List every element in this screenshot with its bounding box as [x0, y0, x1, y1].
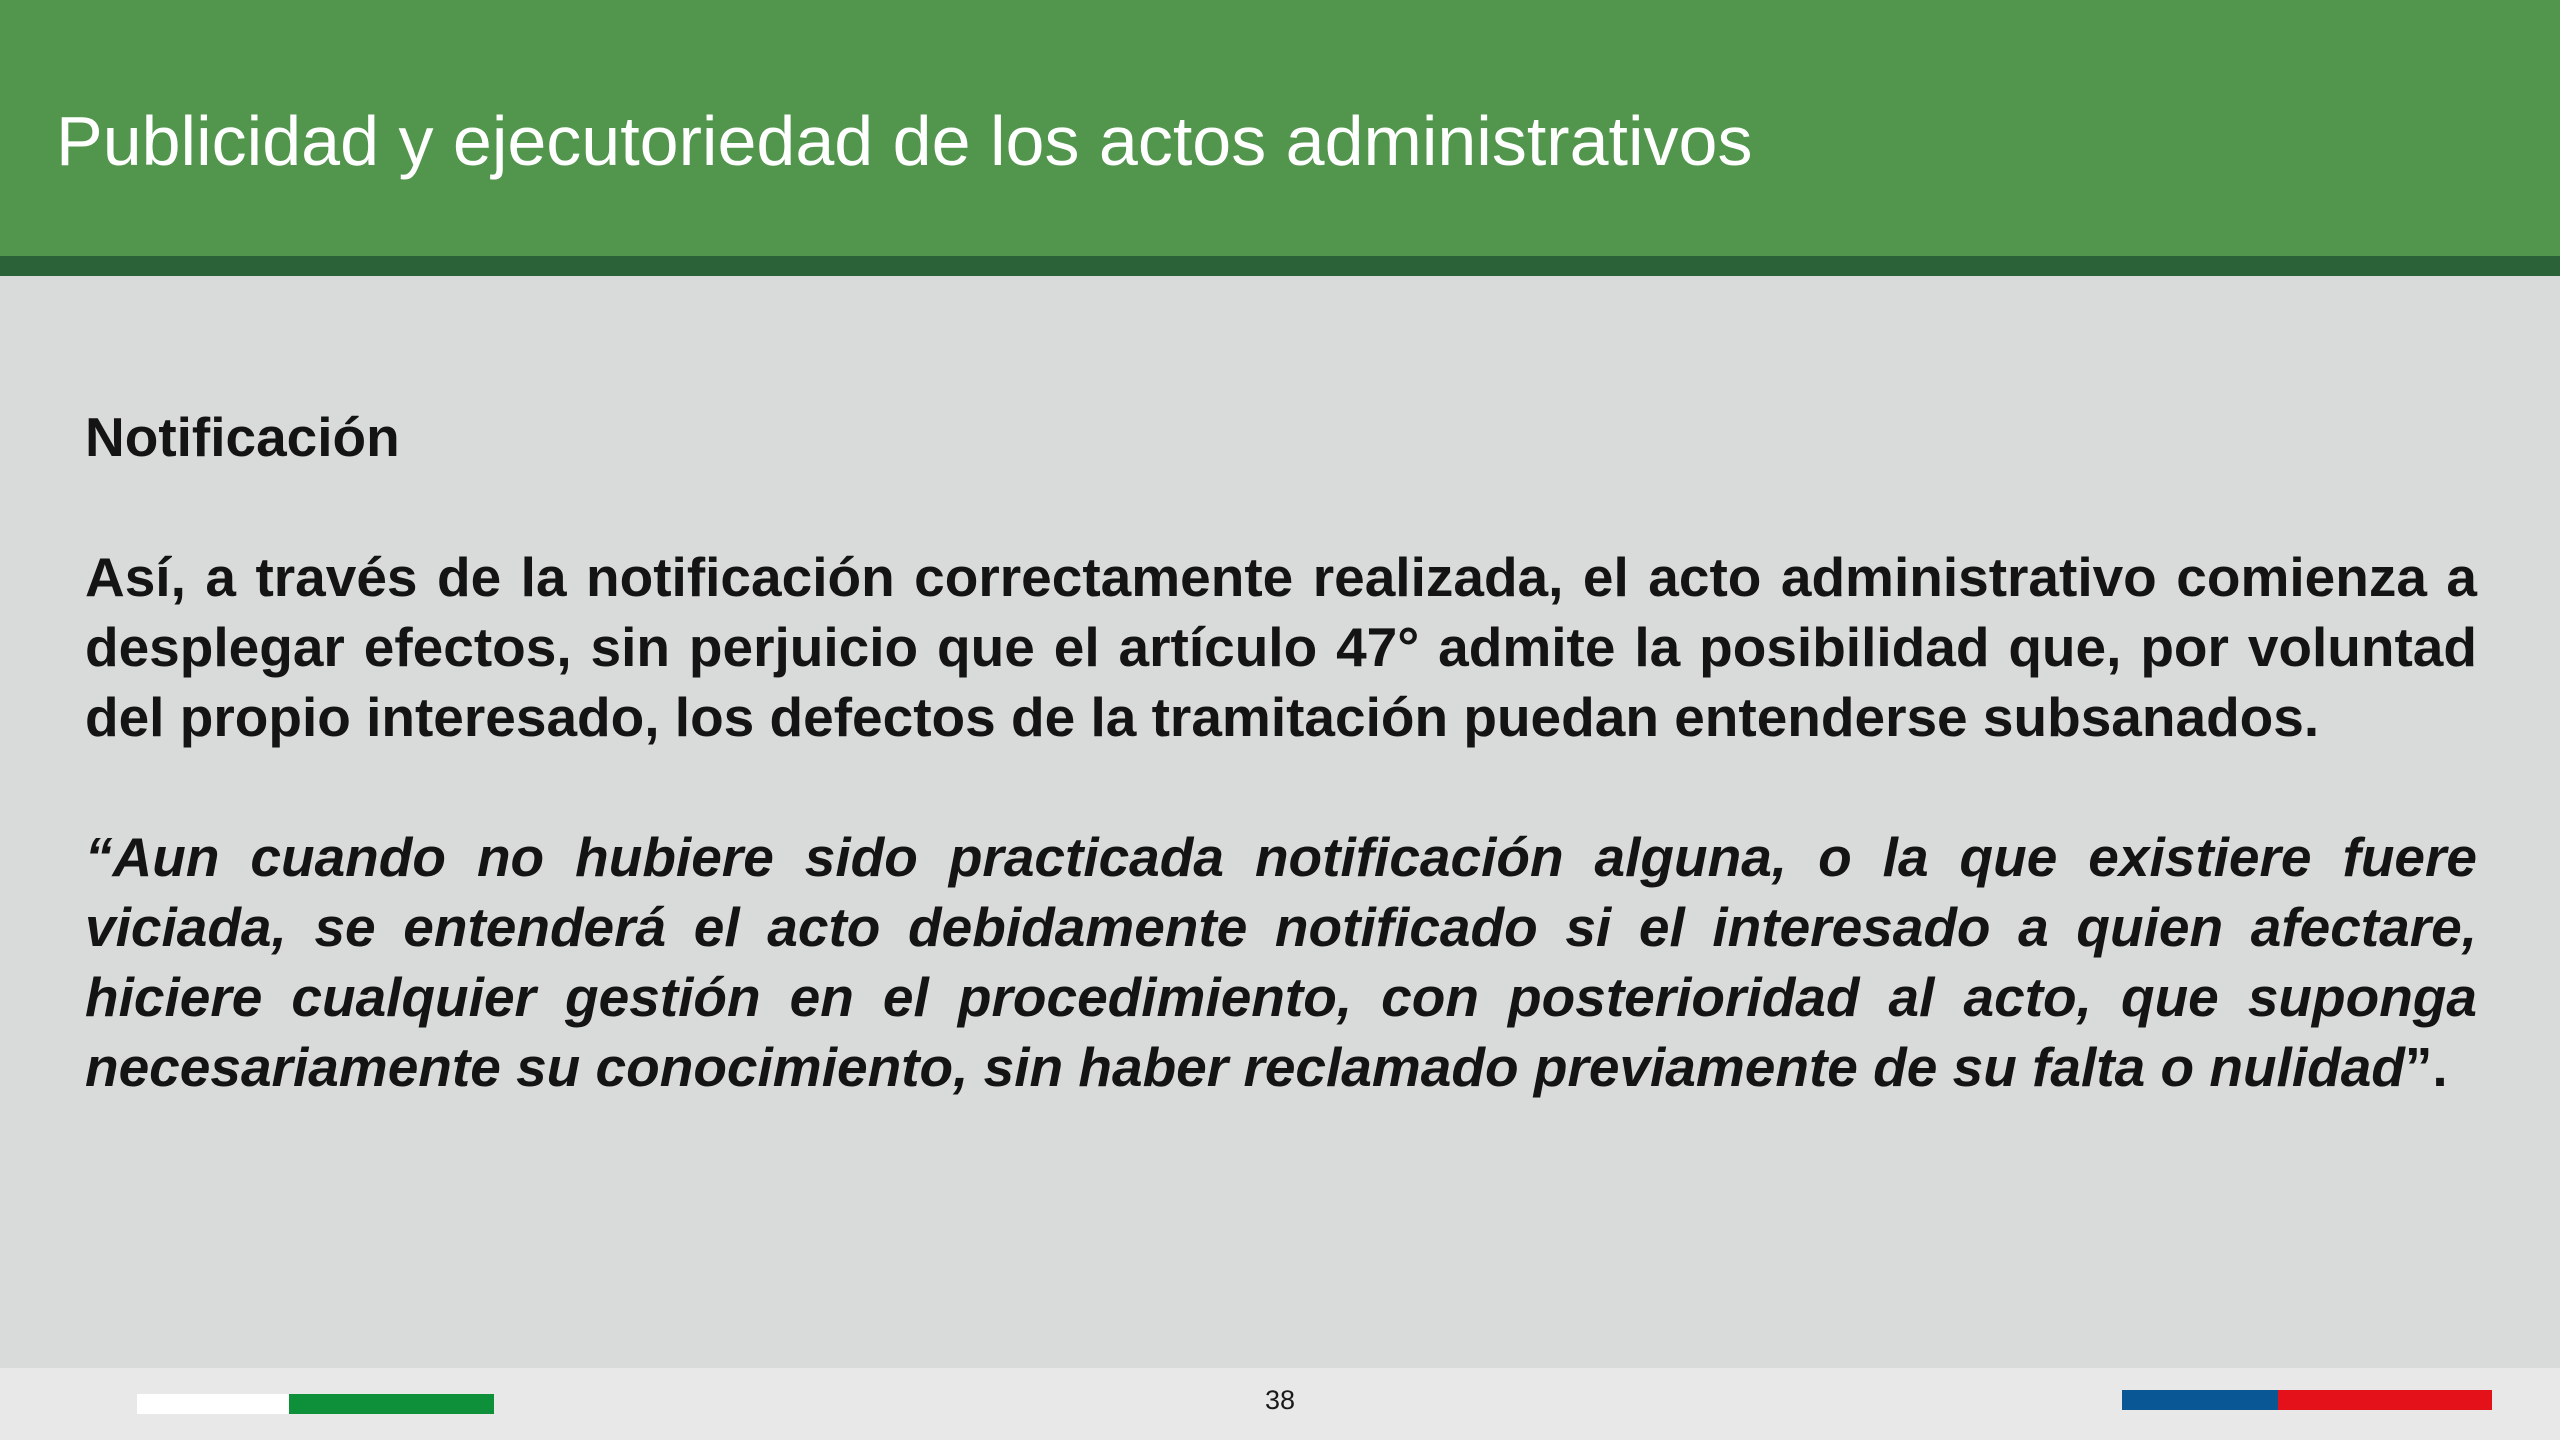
flag-stripe-blue — [2122, 1390, 2278, 1410]
flag-stripe-red — [2278, 1390, 2492, 1410]
body-paragraph: Así, a través de la notificación correctamente realizada, el acto administrativo comienza a desplegar efectos, sin perjuicio que el artículo 47° admite la posibilidad que, por voluntad del propio interesado, los defectos de la tramitación puedan entenderse subsanados. — [85, 546, 2477, 748]
quote-text: “Aun cuando no hubiere sido practicada notificación alguna, o la que existiere fuere viciada, se entenderá el acto debidamente notificado si el interesado a quien afectare, hiciere cualquier gestión en el procedimiento, con posterioridad al acto, que suponga necesariamente su conocimiento, sin haber reclamado previamente de su falta o nulidad — [85, 826, 2477, 1098]
flag-stripe-white — [137, 1394, 289, 1414]
title-bar — [0, 0, 2560, 256]
page-number: 38 — [1264, 1385, 1296, 1415]
slide-title: Publicidad y ejecutoriedad de los actos administrativos — [56, 102, 1753, 180]
legal-quote — [85, 822, 2477, 1102]
title-bar-divider — [0, 256, 2560, 276]
slide-body — [85, 402, 2477, 1102]
quote-closing: ”. — [2404, 1036, 2448, 1098]
section-heading: Notificación — [85, 406, 400, 468]
flag-stripe-green — [289, 1394, 494, 1414]
